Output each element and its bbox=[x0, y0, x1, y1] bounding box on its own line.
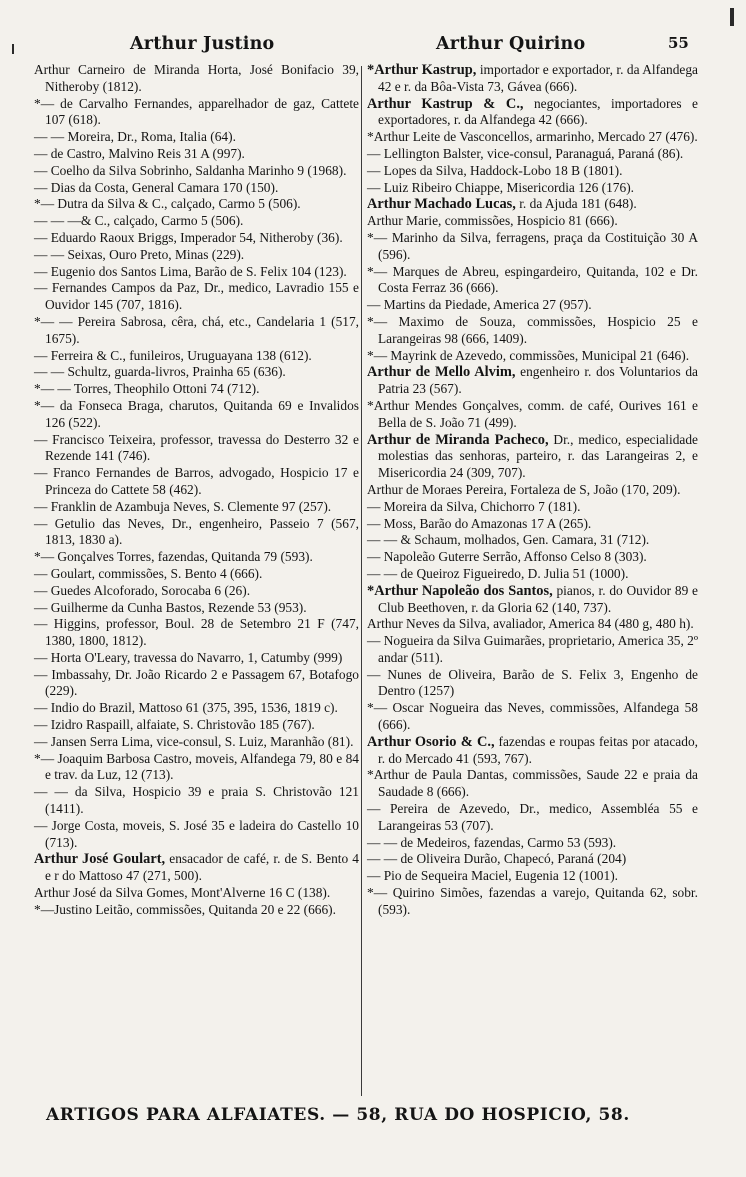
entry-details: — Lellington Balster, vice-consul, Paranaguá, Paraná (86). bbox=[367, 145, 684, 161]
entry-details: *— Marques de Abreu, espingardeiro, Quitanda, 102 e Dr. Costa Ferraz 36 (666). bbox=[367, 263, 698, 296]
directory-entry bbox=[367, 297, 698, 314]
running-head-right: Arthur Quirino bbox=[436, 34, 586, 54]
directory-entry bbox=[367, 532, 698, 549]
page-edge-mark bbox=[12, 44, 14, 54]
entry-name: Arthur José Goulart, bbox=[34, 851, 166, 868]
entry-name: Arthur de Mello Alvim, bbox=[367, 364, 516, 381]
entry-details: *— Quirino Simões, fazendas a varejo, Quitanda 62, sobr. (593). bbox=[367, 885, 698, 917]
directory-entry bbox=[367, 885, 698, 919]
directory-entry: — — da Silva, Hospicio 39 e praia S. Christovão 121 (1411). bbox=[34, 784, 359, 817]
directory-entry-bold bbox=[367, 432, 698, 482]
page-edge-mark bbox=[730, 8, 734, 26]
directory-entry: — Indio do Brazil, Mattoso 61 (375, 395, 1536, 1819 c). bbox=[34, 700, 338, 716]
directory-entry: — — Seixas, Ouro Preto, Minas (229). bbox=[34, 246, 245, 262]
directory-entry: — Guilherme da Cunha Bastos, Rezende 53 (953). bbox=[34, 599, 307, 615]
directory-entry: *— — Pereira Sabrosa, cêra, chá, etc., Candelaria 1 (517, 1675). bbox=[34, 313, 359, 346]
directory-entry-bold bbox=[367, 62, 698, 96]
entry-name: Arthur Machado Lucas, bbox=[367, 196, 516, 213]
directory-entry: — Imbassahy, Dr. João Ricardo 2 e Passagem 67, Botafogo (229). bbox=[34, 666, 359, 699]
entry-details: — Martins da Piedade, America 27 (957). bbox=[367, 297, 592, 313]
directory-entry: — Coelho da Silva Sobrinho, Saldanha Marinho 9 (1968). bbox=[34, 162, 347, 178]
directory-entry: — — Schultz, guarda-livros, Prainha 65 (636). bbox=[34, 364, 286, 380]
directory-entry bbox=[367, 801, 698, 835]
directory-entry: — Jansen Serra Lima, vice-consul, S. Luiz, Maranhão (81). bbox=[34, 733, 354, 749]
directory-entry: — — Moreira, Dr., Roma, Italia (64). bbox=[34, 129, 236, 145]
directory-entry bbox=[367, 314, 698, 348]
directory-entry: — de Castro, Malvino Reis 31 A (997). bbox=[34, 145, 245, 161]
directory-entry: Arthur José da Silva Gomes, Mont'Alverne 16 C (138). bbox=[34, 885, 331, 901]
directory-entry-bold bbox=[367, 196, 698, 213]
entry-details: Arthur Marie, commissões, Hospicio 81 (666). bbox=[367, 213, 618, 229]
directory-entry: — Izidro Raspaill, alfaiate, S. Christovão 185 (767). bbox=[34, 717, 315, 733]
directory-entry bbox=[367, 146, 698, 163]
directory-entry: Arthur Carneiro de Miranda Horta, José Bonifacio 39, Nitheroby (1812). bbox=[34, 62, 359, 94]
entry-details: — Nogueira da Silva Guimarães, proprietario, America 35, 2º andar (511). bbox=[367, 633, 699, 665]
entry-details: *— Marinho da Silva, ferragens, praça da Costituição 30 A (596). bbox=[367, 229, 698, 262]
entry-details: — Moss, Barão do Amazonas 17 A (265). bbox=[367, 515, 592, 531]
entry-details: fazendas e roupas feitas por atacado, r. do Mercado 41 (593, 767). bbox=[378, 733, 698, 766]
entry-details: — Napoleão Guterre Serrão, Affonso Celso 8 (303). bbox=[367, 549, 647, 565]
entry-details: — Luiz Ribeiro Chiappe, Misericordia 126 (176). bbox=[367, 179, 635, 195]
entry-name: *Arthur Kastrup, bbox=[367, 62, 477, 78]
entry-name: Arthur de Miranda Pacheco, bbox=[367, 431, 549, 448]
directory-entry: — Higgins, professor, Boul. 28 de Setembro 21 F (747, 1380, 1800, 1812). bbox=[34, 616, 359, 649]
entry-details: — Moreira da Silva, Chichorro 7 (181). bbox=[367, 498, 581, 514]
entry-details: ensacador de café, r. de S. Bento 4 e r do Mattoso 47 (271, 500). bbox=[45, 851, 359, 884]
entry-details: — Pio de Sequeira Maciel, Eugenia 12 (1001). bbox=[367, 868, 619, 884]
directory-entry: *— Dutra da Silva & C., calçado, Carmo 5 (506). bbox=[34, 196, 301, 212]
directory-entry bbox=[367, 549, 698, 566]
entry-details: Arthur de Moraes Pereira, Fortaleza de S, João (170, 209). bbox=[367, 481, 681, 497]
right-column bbox=[367, 62, 698, 919]
directory-entry bbox=[367, 482, 698, 499]
directory-entry bbox=[367, 851, 698, 868]
entry-details: negociantes, importadores e exportadores, r. da Alfandega 42 (666). bbox=[378, 95, 698, 128]
entry-details: r. da Ajuda 181 (648). bbox=[515, 196, 637, 212]
entry-details: Arthur Neves da Silva, avaliador, America 84 (480 g, 480 h). bbox=[367, 616, 694, 632]
directory-entry bbox=[367, 264, 698, 298]
directory-entry bbox=[367, 230, 698, 264]
entry-details: *— Oscar Nogueira das Neves, commissões, Alfandega 58 (666). bbox=[367, 700, 698, 733]
directory-entry: — Eduardo Raoux Briggs, Imperador 54, Nitheroby (36). bbox=[34, 229, 343, 245]
directory-entry-bold bbox=[34, 851, 359, 885]
directory-entry: — Eugenio dos Santos Lima, Barão de S. Felix 104 (123). bbox=[34, 263, 347, 279]
directory-entry: — Franklin de Azambuja Neves, S. Clemente 97 (257). bbox=[34, 498, 332, 514]
entry-details: importador e exportador, r. da Alfandega 42 e r. da Bôa-Vista 73, Gávea (666). bbox=[378, 62, 698, 94]
directory-entry bbox=[367, 616, 698, 633]
directory-entry: — Goulart, commissões, S. Bento 4 (666). bbox=[34, 565, 263, 581]
entry-details: — Nunes de Oliveira, Barão de S. Felix 3, Engenho de Dentro (1257) bbox=[367, 666, 698, 699]
left-column bbox=[34, 62, 359, 919]
entry-details: *Arthur Leite de Vasconcellos, armarinho, Mercado 27 (476). bbox=[367, 129, 698, 145]
entry-details: — — de Queiroz Figueiredo, D. Julia 51 (1000). bbox=[367, 565, 629, 581]
directory-entry: — Fernandes Campos da Paz, Dr., medico, Lavradio 155 e Ouvidor 145 (707, 1816). bbox=[34, 280, 359, 313]
running-head-left: Arthur Justino bbox=[130, 34, 275, 54]
entry-details: pianos, r. do Ouvidor 89 e Club Beethoven, r. da Gloria 62 (140, 737). bbox=[378, 582, 698, 615]
directory-entry: *— Joaquim Barbosa Castro, moveis, Alfandega 79, 80 e 84 e trav. da Luz, 12 (713). bbox=[34, 750, 359, 783]
entry-details: — — de Oliveira Durão, Chapecó, Paraná (204) bbox=[367, 851, 627, 867]
directory-entry bbox=[367, 180, 698, 197]
directory-entry bbox=[367, 129, 698, 146]
directory-entry: — Horta O'Leary, travessa do Navarro, 1, Catumby (999) bbox=[34, 649, 343, 665]
directory-entry: — Dias da Costa, General Camara 170 (150). bbox=[34, 179, 279, 195]
entry-details: — Lopes da Silva, Haddock-Lobo 18 B (1801). bbox=[367, 162, 623, 178]
directory-entry-bold bbox=[367, 96, 698, 130]
entry-details: *Arthur Mendes Gonçalves, comm. de café, Ourives 161 e Bella de S. João 71 (499). bbox=[367, 397, 698, 430]
page-number: 55 bbox=[668, 34, 689, 52]
directory-entry bbox=[367, 398, 698, 432]
entry-details: *— Maximo de Souza, commissões, Hospicio 25 e Larangeiras 98 (666, 1409). bbox=[367, 313, 698, 346]
directory-entry: *— da Fonseca Braga, charutos, Quitanda 69 e Invalidos 126 (522). bbox=[34, 397, 359, 430]
entry-name: Arthur Kastrup & C., bbox=[367, 95, 524, 112]
entry-details: Dr., medico, especialidade molestias das senhoras, parteiro, r. das Larangeiras 2, e Misericordia 24 (309, 707). bbox=[378, 431, 698, 481]
directory-entry bbox=[367, 868, 698, 885]
directory-entry bbox=[367, 163, 698, 180]
column-divider bbox=[361, 66, 362, 1096]
directory-entry: — Franco Fernandes de Barros, advogado, Hospicio 17 e Princeza do Cattete 58 (462). bbox=[34, 465, 359, 497]
directory-entry bbox=[367, 700, 698, 734]
entry-name: Arthur Osorio & C., bbox=[367, 733, 495, 750]
entry-details: *— Mayrink de Azevedo, commissões, Municipal 21 (646). bbox=[367, 347, 690, 363]
directory-entry bbox=[367, 213, 698, 230]
entry-details: engenheiro r. dos Voluntarios da Patria 23 (567). bbox=[378, 364, 698, 397]
entry-details: *Arthur de Paula Dantas, commissões, Saude 22 e praia da Saudade 8 (666). bbox=[367, 767, 698, 800]
footer-advert: ARTIGOS PARA ALFAIATES. — 58, RUA DO HOSPICIO, 58. bbox=[46, 1105, 630, 1125]
directory-entry: — Guedes Alcoforado, Sorocaba 6 (26). bbox=[34, 582, 251, 598]
directory-entry bbox=[367, 348, 698, 365]
directory-entry-bold bbox=[367, 364, 698, 398]
directory-entry-bold bbox=[367, 734, 698, 768]
directory-entry bbox=[367, 633, 698, 667]
directory-entry bbox=[367, 499, 698, 516]
directory-entry: *— de Carvalho Fernandes, apparelhador de gaz, Cattete 107 (618). bbox=[34, 95, 359, 128]
entry-details: — Pereira de Azevedo, Dr., medico, Assembléa 55 e Larangeiras 53 (707). bbox=[367, 801, 698, 833]
directory-entry bbox=[367, 566, 698, 583]
entry-details: — — & Schaum, molhados, Gen. Camara, 31 (712). bbox=[367, 532, 650, 548]
directory-entry: — Ferreira & C., funileiros, Uruguayana 138 (612). bbox=[34, 347, 312, 363]
directory-entry bbox=[367, 767, 698, 801]
directory-entry: — Getulio das Neves, Dr., engenheiro, Passeio 7 (567, 1813, 1830 a). bbox=[34, 515, 359, 548]
directory-entry: *—Justino Leitão, commissões, Quitanda 20 e 22 (666). bbox=[34, 901, 336, 917]
directory-entry: — — —& C., calçado, Carmo 5 (506). bbox=[34, 213, 244, 229]
directory-entry: — Jorge Costa, moveis, S. José 35 e ladeira do Castello 10 (713). bbox=[34, 817, 359, 850]
directory-entry: *— Gonçalves Torres, fazendas, Quitanda 79 (593). bbox=[34, 549, 313, 565]
directory-entry-bold bbox=[367, 583, 698, 617]
directory-entry: *— — Torres, Theophilo Ottoni 74 (712). bbox=[34, 381, 260, 397]
directory-entry bbox=[367, 516, 698, 533]
entry-details: — — de Medeiros, fazendas, Carmo 53 (593). bbox=[367, 834, 617, 850]
entry-name: *Arthur Napoleão dos Santos, bbox=[367, 582, 553, 599]
directory-entry: — Francisco Teixeira, professor, travessa do Desterro 32 e Rezende 141 (746). bbox=[34, 431, 359, 464]
directory-entry bbox=[367, 667, 698, 701]
directory-entry bbox=[367, 835, 698, 852]
